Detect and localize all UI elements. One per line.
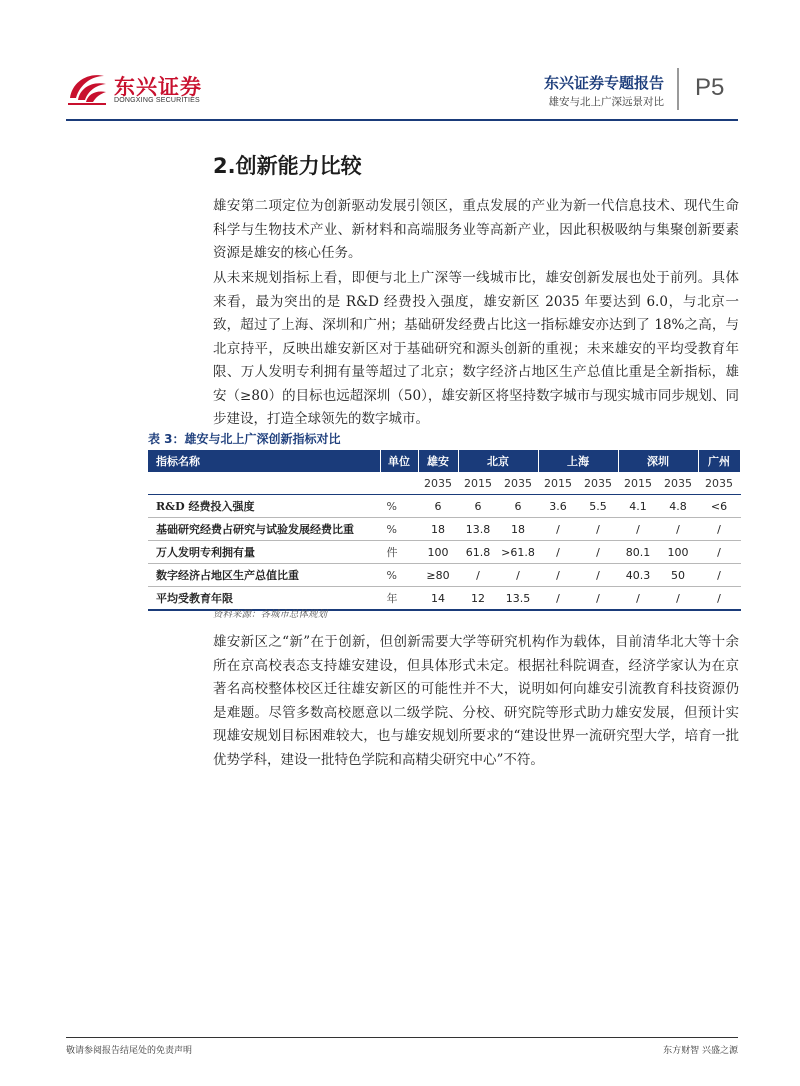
cell: 13.8 bbox=[458, 518, 498, 541]
cell: / bbox=[578, 587, 618, 611]
cell: / bbox=[498, 564, 538, 587]
footer-rule bbox=[66, 1037, 738, 1038]
header-indicator: 指标名称 bbox=[148, 450, 380, 472]
table-row bbox=[148, 541, 740, 564]
header-unit: 单位 bbox=[380, 450, 418, 472]
year-cell: 2015 bbox=[618, 472, 658, 495]
row-unit: % bbox=[380, 564, 418, 587]
section-title: 2.创新能力比较 bbox=[213, 154, 362, 178]
company-logo bbox=[66, 68, 226, 112]
cell: / bbox=[578, 564, 618, 587]
row-unit: % bbox=[380, 495, 418, 518]
cell: 5.5 bbox=[578, 495, 618, 518]
cell: 100 bbox=[418, 541, 458, 564]
table-row bbox=[148, 564, 740, 587]
paragraph-2: 从未来规划指标上看，即便与北上广深等一线城市比，雄安创新发展也处于前列。具体来看，最为突出的是 R&D 经费投入强度，雄安新区 2035 年要达到 6.0，与北京一致，超过了上海、深圳和广州；基础研发经费占比这一指标雄安亦达到了 18%之高，与北京持平，反映出雄安新区对于基础研究和源头创新的重视；未来雄安的平均受教育年限、万人发明专利拥有量等超过了北京；数字经济占地区生产总值比重是全新指标，雄安（≥80）的目标也远超深圳（50），雄安新区将坚持数字城市与现实城市同步规划、同步建设，打造全球领先的数字城市。 bbox=[213, 270, 739, 427]
cell: / bbox=[538, 518, 578, 541]
cell: / bbox=[698, 564, 740, 587]
cell: 4.1 bbox=[618, 495, 658, 518]
cell: >61.8 bbox=[498, 541, 538, 564]
row-unit: 件 bbox=[380, 541, 418, 564]
row-name: 基础研究经费占研究与试验发展经费比重 bbox=[148, 518, 380, 541]
row-unit: % bbox=[380, 518, 418, 541]
cell: 3.6 bbox=[538, 495, 578, 518]
year-cell: 2035 bbox=[698, 472, 740, 495]
year-cell: 2015 bbox=[458, 472, 498, 495]
header-rule bbox=[66, 119, 738, 121]
cell: / bbox=[538, 564, 578, 587]
cell: / bbox=[458, 564, 498, 587]
footer-slogan: 东方财智 兴盛之源 bbox=[663, 1046, 738, 1056]
header-divider bbox=[677, 68, 679, 110]
row-name: R&D 经费投入强度 bbox=[148, 495, 380, 518]
year-cell: 2015 bbox=[538, 472, 578, 495]
cell: 4.8 bbox=[658, 495, 698, 518]
cell: / bbox=[618, 587, 658, 611]
table-row bbox=[148, 518, 740, 541]
header-xiongan: 雄安 bbox=[418, 450, 458, 472]
cell: / bbox=[658, 587, 698, 611]
header-shenzhen: 深圳 bbox=[618, 450, 698, 472]
footer-disclaimer: 敬请参阅报告结尾处的免责声明 bbox=[66, 1046, 193, 1056]
year-row bbox=[148, 472, 740, 495]
header-shanghai: 上海 bbox=[538, 450, 618, 472]
cell: / bbox=[698, 518, 740, 541]
year-cell: 2035 bbox=[578, 472, 618, 495]
row-name: 平均受教育年限 bbox=[148, 587, 380, 611]
logo-text-cn: 东兴证券 bbox=[114, 75, 202, 99]
cell: / bbox=[578, 541, 618, 564]
cell: / bbox=[578, 518, 618, 541]
header-beijing: 北京 bbox=[458, 450, 538, 472]
logo-text-en: DONGXING SECURITIES bbox=[114, 97, 200, 104]
cell: / bbox=[698, 541, 740, 564]
indicator-table bbox=[148, 450, 741, 611]
cell: / bbox=[538, 587, 578, 611]
cell: 40.3 bbox=[618, 564, 658, 587]
report-title: 东兴证券专题报告 bbox=[543, 74, 664, 92]
cell: 14 bbox=[418, 587, 458, 611]
cell: 6 bbox=[458, 495, 498, 518]
row-name: 数字经济占地区生产总值比重 bbox=[148, 564, 380, 587]
cell: 6 bbox=[418, 495, 458, 518]
year-cell: 2035 bbox=[658, 472, 698, 495]
page-number: P5 bbox=[695, 74, 725, 101]
year-cell: 2035 bbox=[498, 472, 538, 495]
cell: / bbox=[538, 541, 578, 564]
logo-mark-icon bbox=[66, 68, 108, 108]
cell: / bbox=[698, 587, 740, 611]
report-subtitle: 雄安与北上广深远景对比 bbox=[548, 96, 664, 108]
cell: 61.8 bbox=[458, 541, 498, 564]
table-row bbox=[148, 495, 740, 518]
cell: 80.1 bbox=[618, 541, 658, 564]
cell: 18 bbox=[418, 518, 458, 541]
cell: ≥80 bbox=[418, 564, 458, 587]
cell: <6 bbox=[698, 495, 740, 518]
cell: 12 bbox=[458, 587, 498, 611]
row-name: 万人发明专利拥有量 bbox=[148, 541, 380, 564]
header-guangzhou: 广州 bbox=[698, 450, 740, 472]
table-source: 资料来源：各城市总体规划 bbox=[213, 609, 328, 620]
page-header bbox=[0, 0, 800, 125]
cell: / bbox=[658, 518, 698, 541]
cell: 50 bbox=[658, 564, 698, 587]
cell: 18 bbox=[498, 518, 538, 541]
table-caption: 表 3：雄安与北上广深创新指标对比 bbox=[148, 432, 341, 446]
year-cell: 2035 bbox=[418, 472, 458, 495]
cell: / bbox=[618, 518, 658, 541]
paragraph-1: 雄安第二项定位为创新驱动发展引领区，重点发展的产业为新一代信息技术、现代生命科学与生物技术产业、新材料和高端服务业等高新产业，因此积极吸纳与集聚创新要素资源是雄安的核心任务。 bbox=[213, 198, 739, 261]
row-unit: 年 bbox=[380, 587, 418, 611]
cell: 6 bbox=[498, 495, 538, 518]
table-header-row bbox=[148, 450, 740, 472]
cell: 100 bbox=[658, 541, 698, 564]
cell: 13.5 bbox=[498, 587, 538, 611]
paragraph-3: 雄安新区之“新”在于创新，但创新需要大学等研究机构作为载体，目前清华北大等十余所在京高校表态支持雄安建设，但具体形式未定。根据社科院调查，经济学家认为在京著名高校整体校区迁往雄安新区的可能性并不大，说明如何向雄安引流教育科技资源仍是难题。尽管多数高校愿意以二级学院、分校、研究院等形式助力雄安发展，但预计实现雄安规划目标困难较大，也与雄安规划所要求的“建设世界一流研究型大学，培育一批优势学科，建设一批特色学院和高精尖研究中心”不符。 bbox=[213, 634, 739, 768]
